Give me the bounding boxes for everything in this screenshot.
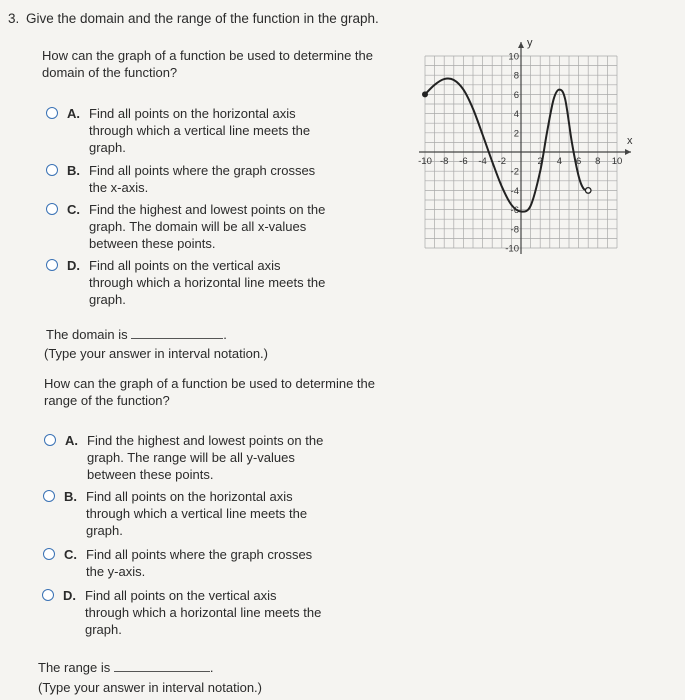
x-tick-label: 4 (556, 156, 563, 167)
range-option-b[interactable] (43, 488, 307, 539)
domain-option-a[interactable] (46, 105, 310, 156)
x-tick-label: 6 (575, 156, 582, 167)
domain-option-c[interactable] (46, 201, 325, 252)
option-text: Find the highest and lowest points on the graph. The domain will be all x-values between these points. (89, 202, 326, 251)
option-letter: B. (64, 489, 77, 504)
range-answer-line: The range is . (38, 660, 214, 675)
function-graph (418, 12, 661, 255)
domain-prompt-line1: How can the graph of a function be used to determine the (42, 48, 373, 63)
option-letter: A. (65, 433, 78, 448)
domain-option-d[interactable] (46, 257, 325, 308)
option-letter: D. (63, 588, 76, 603)
range-option-c[interactable] (43, 546, 312, 580)
y-tick-label: -2 (510, 166, 519, 178)
x-tick-label: -2 (497, 156, 507, 167)
x-tick-label: 8 (595, 156, 601, 167)
option-text: Find all points on the vertical axis through which a horizontal line meets the graph. (89, 258, 326, 307)
option-letter: D. (67, 258, 80, 273)
y-tick-label: 6 (513, 89, 519, 101)
range-option-a[interactable] (44, 432, 323, 483)
y-tick-label: 8 (513, 70, 519, 82)
option-letter: B. (67, 163, 80, 178)
radio-button[interactable] (43, 548, 55, 560)
radio-button[interactable] (44, 434, 56, 446)
range-answer-input[interactable] (114, 659, 210, 672)
y-tick-label: -8 (510, 224, 519, 236)
option-letter: C. (67, 202, 80, 217)
range-option-d[interactable] (42, 587, 321, 638)
graph-tick-labels (418, 52, 622, 255)
x-tick-label: -4 (478, 156, 487, 167)
radio-button[interactable] (43, 490, 55, 502)
closed-endpoint (422, 91, 428, 97)
range-hint: (Type your answer in interval notation.) (38, 680, 262, 695)
x-tick-label: -8 (439, 156, 449, 167)
domain-option-b[interactable] (46, 162, 315, 196)
y-tick-label: -6 (510, 205, 519, 217)
question-title: Give the domain and the range of the function in the graph. (26, 11, 379, 26)
x-axis-label: x (627, 135, 633, 147)
open-endpoint (585, 188, 591, 194)
range-prompt-line2: range of the function? (44, 393, 170, 408)
radio-button[interactable] (46, 259, 58, 271)
range-prompt-line1: How can the graph of a function be used to determine the (44, 376, 375, 391)
question-number: 3. (8, 11, 20, 26)
x-tick-label: -6 (459, 156, 468, 167)
x-tick-label: 10 (611, 156, 623, 167)
option-text: Find all points on the vertical axis through which a horizontal line meets the graph. (85, 588, 322, 637)
option-letter: A. (67, 106, 80, 121)
y-axis-label: y (527, 37, 533, 49)
radio-button[interactable] (46, 203, 58, 215)
x-axis-arrow (625, 149, 631, 155)
y-tick-label: -4 (510, 185, 519, 197)
option-text: Find all points where the graph crosses the x-axis. (89, 163, 316, 195)
y-axis-arrow (518, 42, 524, 48)
graph-axes (419, 42, 631, 254)
radio-button[interactable] (46, 164, 58, 176)
option-text: Find all points on the horizontal axis through which a vertical line meets the graph. (86, 489, 308, 538)
y-tick-label: 2 (513, 128, 519, 140)
option-text: Find all points where the graph crosses the y-axis. (86, 547, 313, 579)
function-curve (425, 79, 588, 212)
option-text: Find all points on the horizontal axis through which a vertical line meets the graph. (89, 106, 311, 155)
radio-button[interactable] (42, 589, 54, 601)
radio-button[interactable] (46, 107, 58, 119)
domain-hint: (Type your answer in interval notation.) (44, 346, 268, 361)
x-tick-label: 2 (537, 156, 543, 167)
y-tick-label: -10 (505, 243, 519, 255)
option-text: Find the highest and lowest points on the graph. The range will be all y-values between these points. (87, 433, 324, 482)
y-tick-label: 10 (508, 51, 519, 63)
x-tick-label: -10 (418, 156, 432, 167)
y-tick-label: 4 (513, 109, 519, 121)
domain-answer-line: The domain is . (46, 327, 227, 342)
domain-answer-input[interactable] (131, 326, 223, 339)
domain-prompt-line2: domain of the function? (42, 65, 178, 80)
option-letter: C. (64, 547, 77, 562)
